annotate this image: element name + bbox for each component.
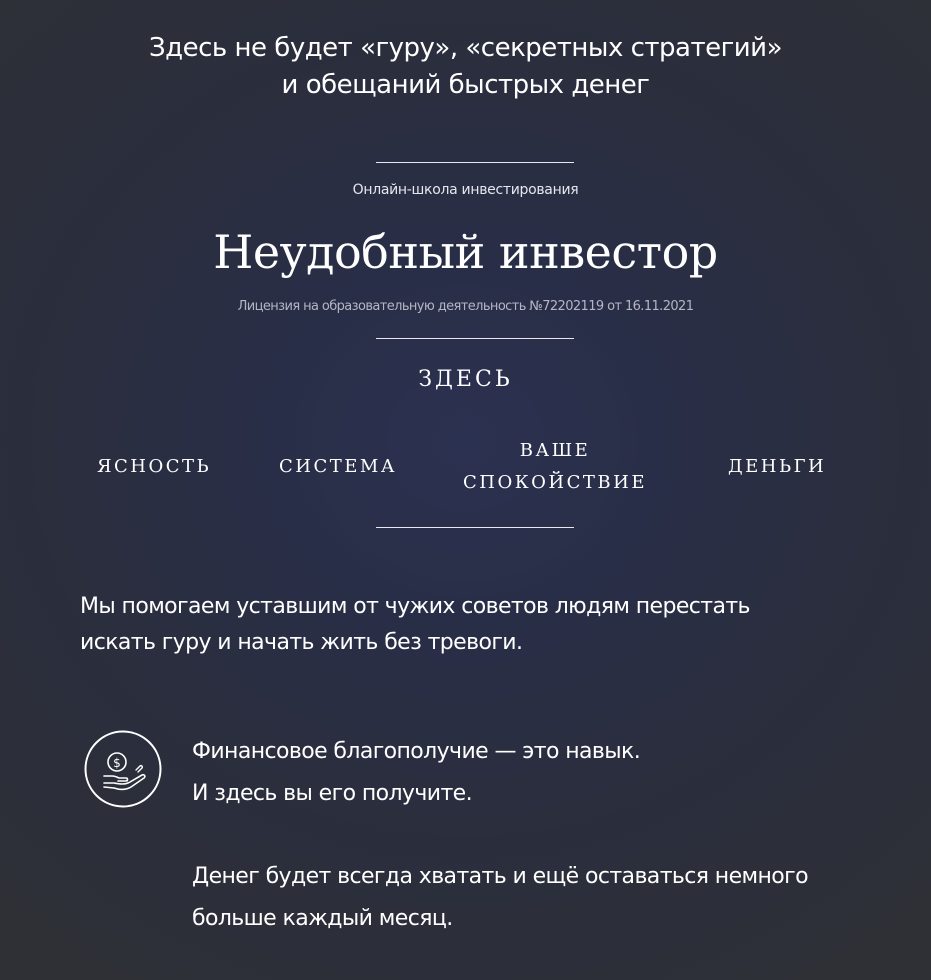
feature-skill: [192, 731, 640, 815]
feature-skill-line-2: И здесь вы его получите.: [192, 781, 472, 806]
brand-title: Неудобный инвестор: [213, 225, 718, 279]
intro-text: [80, 589, 860, 661]
intro-line-2: искать гуру и начать жить без тревоги.: [80, 630, 523, 655]
feature-money-line-2: больше каждый месяц.: [192, 906, 453, 931]
value-calm: ВАШЕ СПОКОЙСТВИЕ: [463, 440, 647, 493]
divider-middle: [376, 338, 574, 339]
feature-money-line-1: Денег будет всегда хватать и ещё оставаться немного: [192, 864, 808, 889]
divider-top: [376, 162, 574, 163]
hero-headline-line-2: и обещаний быстрых денег: [281, 70, 650, 100]
hero-headline-line-1: Здесь не будет «гуру», «секретных стратегий»: [149, 33, 782, 63]
feature-money: [192, 856, 808, 940]
value-clarity: ЯСНОСТЬ: [97, 456, 212, 477]
license-text: Лицензия на образовательную деятельность №72202119 от 16.11.2021: [237, 299, 694, 314]
school-label: Онлайн-школа инвестирования: [352, 182, 579, 198]
feature-skill-line-1: Финансовое благополучие — это навык.: [192, 739, 641, 764]
hero-headline: [0, 30, 931, 104]
divider-bottom: [376, 527, 574, 528]
hand-with-dollar-coin-icon: [84, 730, 162, 808]
intro-line-1: Мы помогаем уставшим от чужих советов людям перестать: [80, 594, 750, 619]
here-label: ЗДЕСЬ: [418, 367, 513, 392]
svg-text:$: $: [113, 756, 121, 770]
value-money: ДЕНЬГИ: [728, 456, 827, 477]
value-system: СИСТЕМА: [279, 456, 397, 477]
